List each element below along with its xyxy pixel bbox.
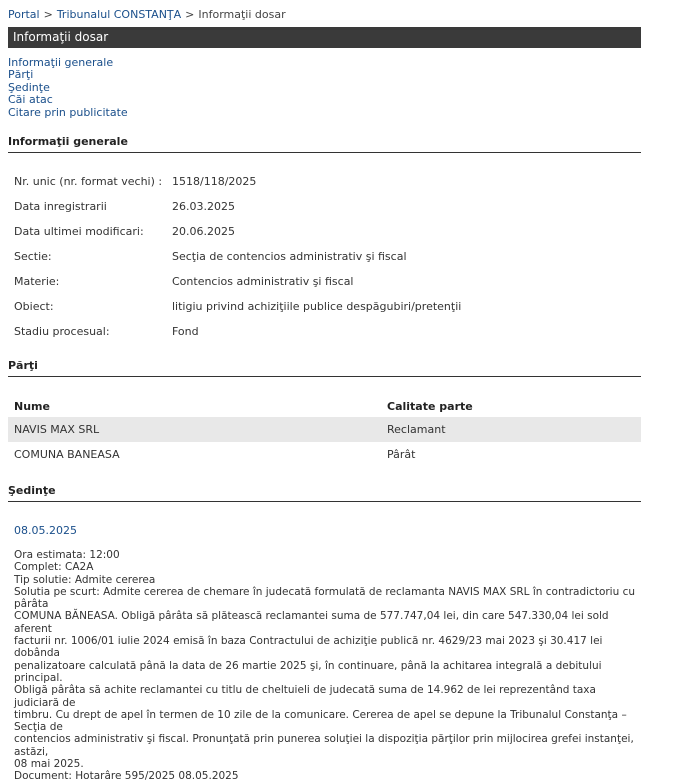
nav-link-informatii-generale[interactable]: Informaţii generale <box>8 56 114 69</box>
section-nav <box>8 57 128 119</box>
solution-line: Obligă pârâta să achite reclamantei cu titlu de cheltuieli de judecată suma de 14.962 de lei reprezentând taxa judiciară de <box>14 684 596 709</box>
breadcrumb-court-link[interactable]: Tribunalul CONSTANŢA <box>56 8 182 21</box>
info-label: Data ultimei modificari: <box>14 225 144 238</box>
solution-line: penalizatoare calculată până la data de 26 martie 2025 şi, în continuare, până la achitarea integrală a debitului principal. <box>14 659 602 684</box>
info-label: Data inregistrarii <box>14 200 107 213</box>
nav-link-citare[interactable]: Citare prin publicitate <box>8 105 128 119</box>
column-header-nume: Nume <box>14 399 50 413</box>
nav-link-sedinte[interactable]: Şedinţe <box>8 80 50 94</box>
solution-type: Tip solutie: Admite cererea <box>14 573 156 586</box>
breadcrumb <box>8 8 286 21</box>
info-value: 20.06.2025 <box>172 225 235 238</box>
info-label: Materie: <box>14 275 60 288</box>
parti-table-header <box>8 395 641 417</box>
breadcrumb-separator: > <box>185 8 195 21</box>
info-value: litigiu privind achiziţiile publice despăgubiri/pretenţii <box>172 300 462 313</box>
info-value: Contencios administrativ şi fiscal <box>172 275 354 288</box>
column-header-calitate: Calitate parte <box>387 399 473 413</box>
party-name: COMUNA BANEASA <box>14 448 120 461</box>
page-title: Informaţii dosar <box>13 30 109 44</box>
solution-line: facturii nr. 1006/01 iulie 2024 emisă în baza Contractului de achiziţie publică nr. 4629/23 mai 2023 şi 30.417 lei dobânda <box>14 635 603 660</box>
info-label: Nr. unic (nr. format vechi) : <box>14 175 163 188</box>
info-value: 26.03.2025 <box>172 200 235 213</box>
solution-line: timbru. Cu drept de apel în termen de 10 zile de la comunicare. Cererea de apel se depune la Tribunalul Constanţa – Secţia de <box>14 708 627 734</box>
party-role: Reclamant <box>381 417 641 442</box>
hearing-panel: Complet: CA2A <box>14 561 94 574</box>
solution-line: Solutia pe scurt: Admite cererea de chemare în judecată formulată de reclamanta NAVIS MAX SRL în contradictoriu cu pârâta <box>14 585 636 611</box>
page-title-bar <box>8 27 641 48</box>
solution-line: COMUNA BĂNEASA. Obligă pârâta să plătească reclamantei suma de 577.747,04 lei, din care 547.330,04 lei sold aferent <box>14 610 609 635</box>
info-value: 1518/118/2025 <box>172 175 257 188</box>
info-value: Secţia de contencios administrativ şi fiscal <box>172 250 407 263</box>
table-row <box>8 417 641 442</box>
section-heading-parti: Părţi <box>8 359 641 377</box>
section-heading-general: Informaţii generale <box>8 135 641 153</box>
breadcrumb-current: Informaţii dosar <box>198 8 286 21</box>
nav-link-parti[interactable]: Părţi <box>8 68 34 82</box>
party-role: Pârât <box>387 448 416 461</box>
solution-line: contencios administrativ şi fiscal. Pronunţată prin punerea soluţiei la dispoziţia părţilor prin mijlocirea grefei instanţei, astăzi, <box>14 733 634 758</box>
section-heading-sedinte: Şedinţe <box>8 484 641 502</box>
nav-link-cai-atac[interactable]: Căi atac <box>8 93 53 107</box>
breadcrumb-separator: > <box>43 8 53 21</box>
info-label: Obiect: <box>14 300 54 313</box>
solution-summary <box>14 586 636 770</box>
breadcrumb-portal-link[interactable]: Portal <box>8 8 40 21</box>
solution-line: 08 mai 2025. <box>14 758 84 771</box>
info-value: Fond <box>172 325 199 338</box>
party-name: NAVIS MAX SRL <box>8 417 381 442</box>
parti-table <box>8 395 641 467</box>
hearing-details <box>14 549 636 783</box>
table-row <box>8 442 641 467</box>
hearing-time: Ora estimata: 12:00 <box>14 549 120 561</box>
info-label: Stadiu procesual: <box>14 325 110 338</box>
hearing-document: Document: Hotarâre 595/2025 08.05.2025 <box>14 770 239 783</box>
hearing-date: 08.05.2025 <box>14 524 77 537</box>
info-label: Sectie: <box>14 250 52 263</box>
